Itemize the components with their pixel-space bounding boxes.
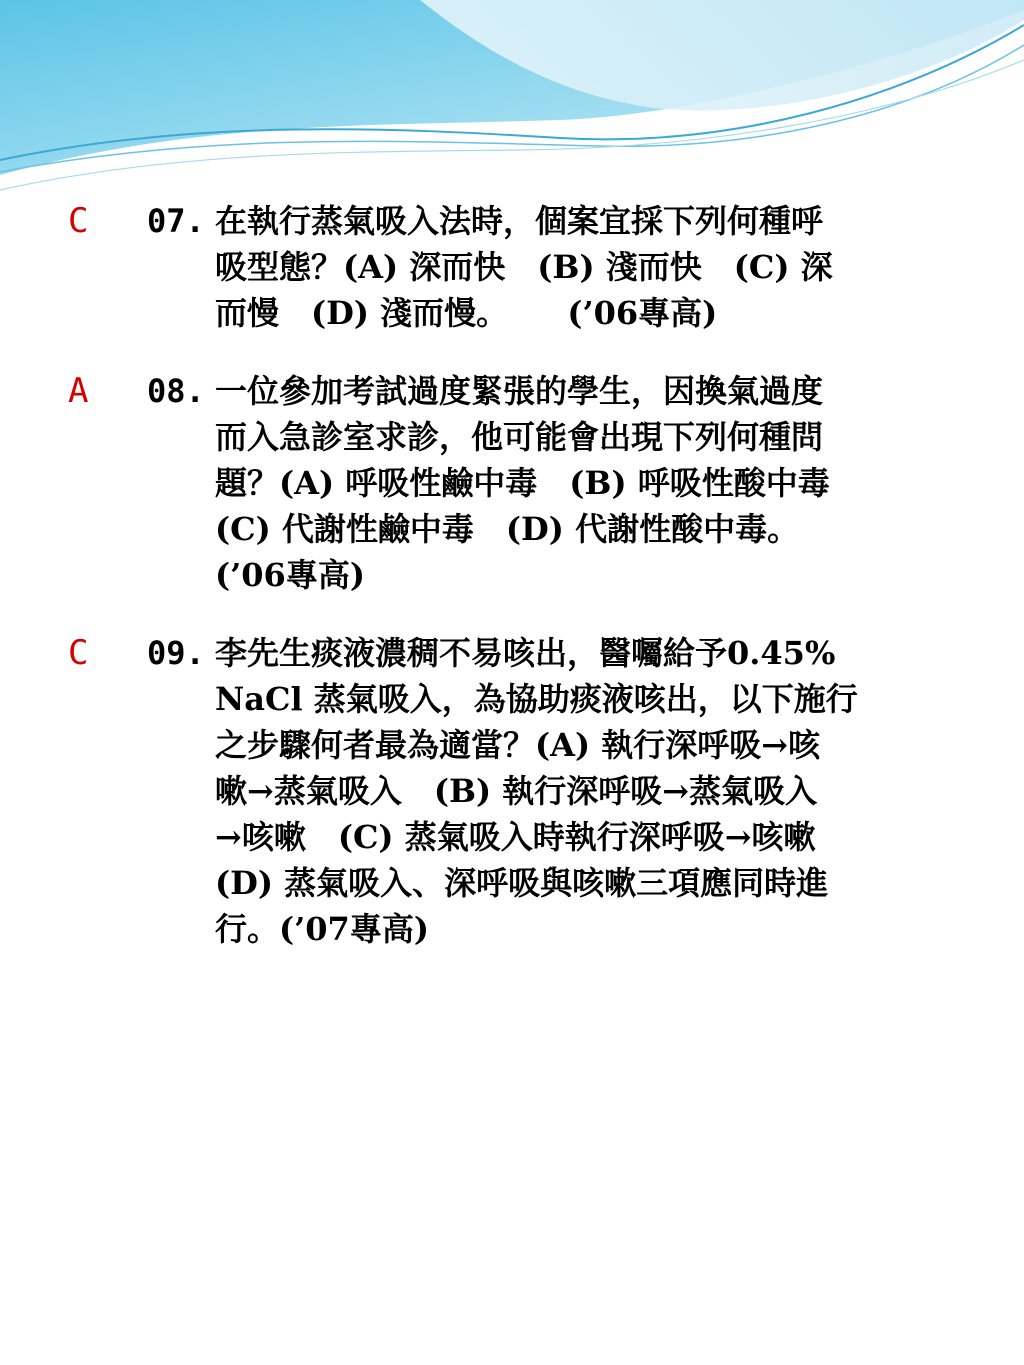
question-line: 而慢 (D) 淺而慢。 (’06專高): [215, 294, 718, 332]
question-line: NaCl 蒸氣吸入，為協助痰液咳出，以下施行: [215, 680, 858, 718]
question-line: (’06專高): [215, 556, 365, 594]
question-line: →咳嗽 (C) 蒸氣吸入時執行深呼吸→咳嗽: [215, 818, 816, 856]
question-line: 在執行蒸氣吸入法時，個案宜採下列何種呼: [215, 202, 824, 240]
question-line: 一位參加考試過度緊張的學生，因換氣過度: [215, 372, 824, 410]
answer-letter: C: [68, 201, 89, 241]
question-line: 而入急診室求診，他可能會出現下列何種問: [215, 418, 824, 456]
question-text: [215, 630, 945, 952]
question-line: 行。(’07專高): [215, 910, 429, 948]
question-number: 07.: [147, 202, 205, 240]
answer-letter: C: [68, 633, 89, 673]
question-number: 09.: [147, 634, 205, 672]
question-number: 08.: [147, 372, 205, 410]
header-wave-decoration: [0, 0, 1024, 200]
question-text: [215, 368, 945, 598]
question-text: [215, 198, 945, 336]
question-line: 嗽→蒸氣吸入 (B) 執行深呼吸→蒸氣吸入: [215, 772, 818, 810]
question-line: 之步驟何者最為適當？(A) 執行深呼吸→咳: [215, 726, 821, 764]
question-line: 李先生痰液濃稠不易咳出，醫囑給予0.45%: [215, 634, 836, 672]
question-line: 題？(A) 呼吸性鹼中毒 (B) 呼吸性酸中毒: [215, 464, 830, 502]
question-line: (D) 蒸氣吸入、深呼吸與咳嗽三項應同時進: [215, 864, 829, 902]
question-line: 吸型態？(A) 深而快 (B) 淺而快 (C) 深: [215, 248, 833, 286]
answer-letter: A: [68, 371, 89, 411]
question-line: (C) 代謝性鹼中毒 (D) 代謝性酸中毒。: [215, 510, 800, 548]
